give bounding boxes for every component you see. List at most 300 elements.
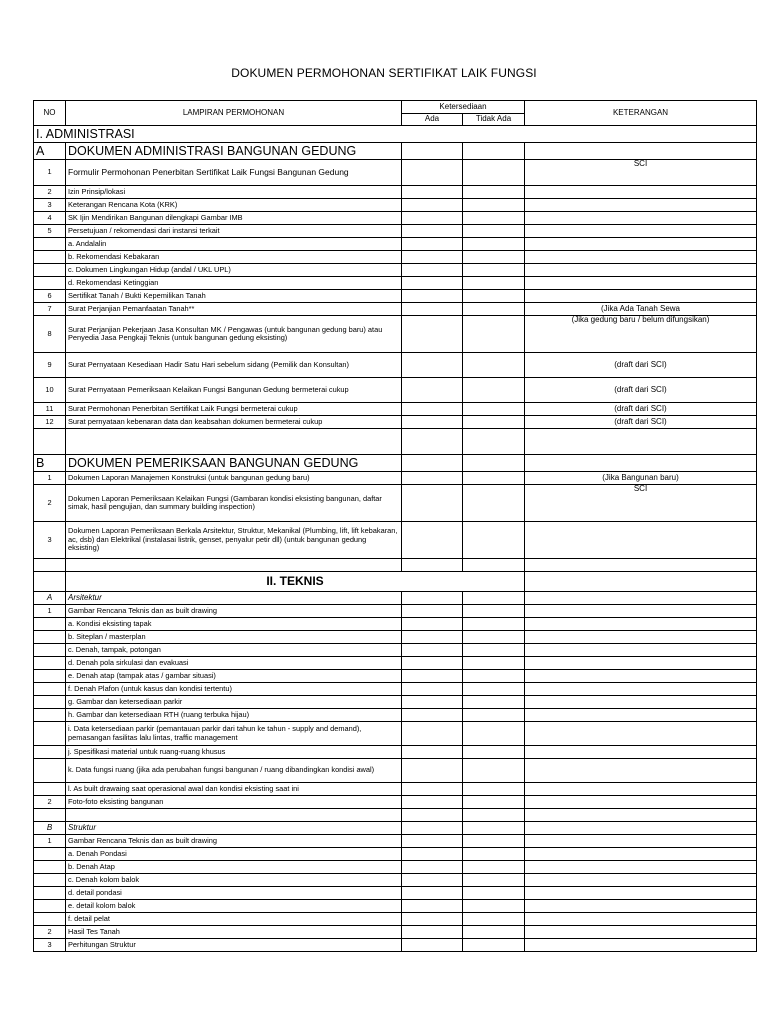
item-number [34, 644, 66, 657]
keterangan-cell: SCI [525, 485, 757, 522]
ada-cell [402, 403, 463, 416]
keterangan-cell [525, 796, 757, 809]
tidak-ada-cell [463, 683, 525, 696]
ada-cell [402, 605, 463, 618]
keterangan-cell [525, 251, 757, 264]
item-number [34, 874, 66, 887]
item-description: Gambar Rencana Teknis dan as built drawing [66, 605, 402, 618]
item-number [34, 670, 66, 683]
keterangan-cell [525, 186, 757, 199]
table-row [34, 759, 757, 783]
item-description: a. Andalalin [66, 238, 402, 251]
keterangan-cell [525, 900, 757, 913]
tidak-ada-cell [463, 212, 525, 225]
table-row [34, 277, 757, 290]
table-row [34, 592, 757, 605]
group-letter: B [34, 455, 66, 472]
table-row [34, 913, 757, 926]
table-body [34, 126, 757, 952]
item-number: 8 [34, 316, 66, 353]
item-number [34, 264, 66, 277]
tidak-ada-cell [463, 277, 525, 290]
table-row [34, 225, 757, 238]
tidak-ada-cell [463, 186, 525, 199]
keterangan-cell [525, 783, 757, 796]
keterangan-cell [525, 939, 757, 952]
ada-cell [402, 353, 463, 378]
table-row [34, 572, 757, 592]
table-row [34, 618, 757, 631]
tidak-ada-cell [463, 378, 525, 403]
item-description: g. Gambar dan ketersediaan parkir [66, 696, 402, 709]
tidak-ada-cell [463, 848, 525, 861]
table-row [34, 644, 757, 657]
item-description: l. As built drawaing saat operasional awal dan kondisi eksisting saat ini [66, 783, 402, 796]
item-description: a. Kondisi eksisting tapak [66, 618, 402, 631]
item-number: 1 [34, 160, 66, 186]
tidak-ada-cell [463, 403, 525, 416]
table-row [34, 848, 757, 861]
group-letter: A [34, 143, 66, 160]
ada-cell [402, 264, 463, 277]
item-description: h. Gambar dan ketersediaan RTH (ruang terbuka hijau) [66, 709, 402, 722]
table-row [34, 455, 757, 472]
tidak-ada-cell [463, 887, 525, 900]
table-row [34, 696, 757, 709]
ada-cell [402, 939, 463, 952]
lampiran-cell [66, 429, 402, 455]
table-row [34, 212, 757, 225]
tidak-ada-cell [463, 316, 525, 353]
table-row [34, 722, 757, 746]
tidak-ada-cell [463, 657, 525, 670]
document-title: DOKUMEN PERMOHONAN SERTIFIKAT LAIK FUNGSI [231, 66, 537, 80]
keterangan-cell [525, 683, 757, 696]
keterangan-cell: SCI [525, 160, 757, 186]
ada-cell [402, 848, 463, 861]
keterangan-cell [525, 709, 757, 722]
header-no: NO [34, 101, 66, 126]
keterangan-cell [525, 809, 757, 822]
ada-cell [402, 926, 463, 939]
table-row [34, 559, 757, 572]
table-row [34, 709, 757, 722]
tidak-ada-cell [463, 160, 525, 186]
sub-title: Arsitektur [66, 592, 402, 605]
keterangan-cell [525, 722, 757, 746]
item-number: 11 [34, 403, 66, 416]
ada-cell [402, 277, 463, 290]
item-number [34, 696, 66, 709]
item-number [34, 759, 66, 783]
table-row [34, 251, 757, 264]
item-number: 2 [34, 926, 66, 939]
keterangan-cell [525, 592, 757, 605]
ada-cell [402, 722, 463, 746]
item-description: d. Rekomendasi Ketinggian [66, 277, 402, 290]
tidak-ada-cell [463, 822, 525, 835]
item-description: e. Denah atap (tampak atas / gambar situasi) [66, 670, 402, 683]
keterangan-cell [525, 874, 757, 887]
table-row [34, 429, 757, 455]
item-number: 1 [34, 605, 66, 618]
tidak-ada-cell [463, 416, 525, 429]
header-ada: Ada [402, 114, 463, 126]
keterangan-cell [525, 759, 757, 783]
item-description: Hasil Tes Tanah [66, 926, 402, 939]
tidak-ada-cell [463, 644, 525, 657]
lampiran-cell [66, 559, 402, 572]
item-number: 2 [34, 186, 66, 199]
table-row [34, 199, 757, 212]
table-row [34, 887, 757, 900]
item-number [34, 913, 66, 926]
item-number [34, 618, 66, 631]
group-title: DOKUMEN PEMERIKSAAN BANGUNAN GEDUNG [66, 455, 402, 472]
table-row [34, 809, 757, 822]
keterangan-cell: (draft dari SCI) [525, 416, 757, 429]
header-tidak-ada: Tidak Ada [463, 114, 525, 126]
keterangan-cell [525, 605, 757, 618]
ada-cell [402, 796, 463, 809]
keterangan-cell [525, 225, 757, 238]
table-row [34, 926, 757, 939]
keterangan-cell [525, 848, 757, 861]
item-description: f. Denah Plafon (untuk kasus dan kondisi tertentu) [66, 683, 402, 696]
keterangan-cell [525, 913, 757, 926]
tidak-ada-cell [463, 926, 525, 939]
ada-cell [402, 251, 463, 264]
ada-cell [402, 290, 463, 303]
tidak-ada-cell [463, 592, 525, 605]
tidak-ada-cell [463, 746, 525, 759]
keterangan-cell [525, 746, 757, 759]
keterangan-cell [525, 212, 757, 225]
ada-cell [402, 887, 463, 900]
table-row [34, 186, 757, 199]
item-description: a. Denah Pondasi [66, 848, 402, 861]
tidak-ada-cell [463, 670, 525, 683]
ada-cell [402, 759, 463, 783]
table-row [34, 631, 757, 644]
keterangan-cell [525, 618, 757, 631]
keterangan-cell [525, 143, 757, 160]
ada-cell [402, 303, 463, 316]
tidak-ada-cell [463, 835, 525, 848]
table-row [34, 822, 757, 835]
tidak-ada-cell [463, 303, 525, 316]
item-description: Surat Perjanjian Pekerjaan Jasa Konsultan MK / Pengawas (untuk bangunan gedung baru) atau Penyedia Jasa Pengkaji Teknis (untuk bangunan gedung eksisting) [66, 316, 402, 353]
tidak-ada-cell [463, 353, 525, 378]
keterangan-cell: (draft dari SCI) [525, 403, 757, 416]
table-row [34, 522, 757, 559]
keterangan-cell [525, 455, 757, 472]
item-number: 1 [34, 835, 66, 848]
keterangan-cell [525, 572, 757, 592]
keterangan-cell: (Jika Ada Tanah Sewa [525, 303, 757, 316]
keterangan-cell [525, 238, 757, 251]
no-cell [34, 559, 66, 572]
tidak-ada-cell [463, 429, 525, 455]
table-row [34, 657, 757, 670]
ada-cell [402, 631, 463, 644]
table-row [34, 126, 757, 143]
item-number [34, 848, 66, 861]
item-number [34, 683, 66, 696]
table-row [34, 316, 757, 353]
keterangan-cell [525, 199, 757, 212]
table-row [34, 485, 757, 522]
item-description: Surat Perjanjian Pemanfaatan Tanah** [66, 303, 402, 316]
tidak-ada-cell [463, 472, 525, 485]
ada-cell [402, 900, 463, 913]
keterangan-cell [525, 429, 757, 455]
item-description: Persetujuan / rekomendasi dari instansi terkait [66, 225, 402, 238]
item-description: Izin Prinsip/lokasi [66, 186, 402, 199]
item-number: 6 [34, 290, 66, 303]
ada-cell [402, 160, 463, 186]
tidak-ada-cell [463, 696, 525, 709]
ada-cell [402, 472, 463, 485]
item-description: Perhitungan Struktur [66, 939, 402, 952]
table-row [34, 378, 757, 403]
tidak-ada-cell [463, 709, 525, 722]
table-row [34, 290, 757, 303]
ada-cell [402, 238, 463, 251]
tidak-ada-cell [463, 939, 525, 952]
item-number: 5 [34, 225, 66, 238]
tidak-ada-cell [463, 290, 525, 303]
ada-cell [402, 225, 463, 238]
table-row [34, 264, 757, 277]
item-number [34, 277, 66, 290]
item-description: j. Spesifikasi material untuk ruang-ruang khusus [66, 746, 402, 759]
tidak-ada-cell [463, 796, 525, 809]
tidak-ada-cell [463, 251, 525, 264]
keterangan-cell [525, 522, 757, 559]
item-number [34, 631, 66, 644]
lampiran-cell [66, 809, 402, 822]
item-number: 2 [34, 485, 66, 522]
tidak-ada-cell [463, 783, 525, 796]
tidak-ada-cell [463, 913, 525, 926]
tidak-ada-cell [463, 143, 525, 160]
table-row [34, 900, 757, 913]
item-description: Dokumen Laporan Pemeriksaan Berkala Arsitektur, Struktur, Mekanikal (Plumbing, lift, lift kebakaran, ac, dsb) dan Elektrikal (instalasai listrik, genset, penyalur petir dll) (untuk bangunan gedung eksisting) [66, 522, 402, 559]
ada-cell [402, 835, 463, 848]
tidak-ada-cell [463, 809, 525, 822]
item-number: 4 [34, 212, 66, 225]
item-number [34, 251, 66, 264]
no-cell [34, 572, 66, 592]
item-description: c. Denah kolom balok [66, 874, 402, 887]
item-number [34, 657, 66, 670]
table-row [34, 303, 757, 316]
ada-cell [402, 657, 463, 670]
ada-cell [402, 592, 463, 605]
keterangan-cell [525, 670, 757, 683]
table-row [34, 160, 757, 186]
keterangan-cell [525, 657, 757, 670]
tidak-ada-cell [463, 225, 525, 238]
tidak-ada-cell [463, 861, 525, 874]
table-row [34, 683, 757, 696]
tidak-ada-cell [463, 900, 525, 913]
item-description: Foto-foto eksisting bangunan [66, 796, 402, 809]
table-row [34, 861, 757, 874]
ada-cell [402, 746, 463, 759]
keterangan-cell [525, 822, 757, 835]
tidak-ada-cell [463, 618, 525, 631]
item-number [34, 861, 66, 874]
table-row [34, 746, 757, 759]
ada-cell [402, 378, 463, 403]
item-description: Keterangan Rencana Kota (KRK) [66, 199, 402, 212]
ada-cell [402, 186, 463, 199]
item-description: Formulir Permohonan Penerbitan Sertifikat Laik Fungsi Bangunan Gedung [66, 160, 402, 186]
ada-cell [402, 618, 463, 631]
item-description: f. detail pelat [66, 913, 402, 926]
tidak-ada-cell [463, 631, 525, 644]
section-heading: I. ADMINISTRASI [34, 126, 757, 143]
table-row [34, 605, 757, 618]
item-number [34, 900, 66, 913]
sub-letter: B [34, 822, 66, 835]
table-row [34, 835, 757, 848]
item-number: 10 [34, 378, 66, 403]
item-description: d. Denah pola sirkulasi dan evakuasi [66, 657, 402, 670]
keterangan-cell [525, 631, 757, 644]
item-number: 3 [34, 199, 66, 212]
header-lampiran: LAMPIRAN PERMOHONAN [66, 101, 402, 126]
table-row [34, 353, 757, 378]
keterangan-cell [525, 290, 757, 303]
item-description: b. Siteplan / masterplan [66, 631, 402, 644]
tidak-ada-cell [463, 605, 525, 618]
item-description: Surat Pernyataan Kesediaan Hadir Satu Hari sebelum sidang (Pemilik dan Konsultan) [66, 353, 402, 378]
item-number: 3 [34, 522, 66, 559]
table-row [34, 796, 757, 809]
keterangan-cell [525, 887, 757, 900]
item-number: 3 [34, 939, 66, 952]
ada-cell [402, 416, 463, 429]
item-number: 9 [34, 353, 66, 378]
keterangan-cell [525, 861, 757, 874]
table-row [34, 403, 757, 416]
item-description: Dokumen Laporan Pemeriksaan Kelaikan Fungsi (Gambaran kondisi eksisting bangunan, daftar simak, hasil pengujian, dan summary building inspection) [66, 485, 402, 522]
item-description: Dokumen Laporan Manajemen Konstruksi (untuk bangunan gedung baru) [66, 472, 402, 485]
table-row [34, 670, 757, 683]
tidak-ada-cell [463, 485, 525, 522]
item-description: Surat pernyataan kebenaran data dan keabsahan dokumen bermeterai cukup [66, 416, 402, 429]
item-number: 12 [34, 416, 66, 429]
section-heading: II. TEKNIS [66, 572, 525, 592]
ada-cell [402, 455, 463, 472]
no-cell [34, 429, 66, 455]
tidak-ada-cell [463, 559, 525, 572]
table-row [34, 472, 757, 485]
item-number: 7 [34, 303, 66, 316]
tidak-ada-cell [463, 199, 525, 212]
sub-title: Struktur [66, 822, 402, 835]
item-description: e. detail kolom balok [66, 900, 402, 913]
ada-cell [402, 429, 463, 455]
keterangan-cell [525, 926, 757, 939]
ada-cell [402, 683, 463, 696]
ada-cell [402, 874, 463, 887]
item-description: Surat Permohonan Penerbitan Sertifikat Laik Fungsi bermeterai cukup [66, 403, 402, 416]
keterangan-cell [525, 264, 757, 277]
ada-cell [402, 485, 463, 522]
keterangan-cell [525, 696, 757, 709]
tidak-ada-cell [463, 722, 525, 746]
table-row [34, 874, 757, 887]
sub-letter: A [34, 592, 66, 605]
table-row [34, 416, 757, 429]
item-description: Surat Pernyataan Pemeriksaan Kelaikan Fungsi Bangunan Gedung bermeterai cukup [66, 378, 402, 403]
ada-cell [402, 783, 463, 796]
tidak-ada-cell [463, 874, 525, 887]
ada-cell [402, 212, 463, 225]
ada-cell [402, 644, 463, 657]
ada-cell [402, 559, 463, 572]
item-number [34, 887, 66, 900]
keterangan-cell [525, 835, 757, 848]
tidak-ada-cell [463, 455, 525, 472]
table-row [34, 143, 757, 160]
item-number [34, 783, 66, 796]
keterangan-cell: (Jika gedung baru / belum difungsikan) [525, 316, 757, 353]
header-ketersediaan: Ketersediaan [402, 101, 525, 114]
tidak-ada-cell [463, 759, 525, 783]
ada-cell [402, 696, 463, 709]
item-number [34, 238, 66, 251]
keterangan-cell: (draft dari SCI) [525, 378, 757, 403]
keterangan-cell [525, 644, 757, 657]
ada-cell [402, 670, 463, 683]
item-description: i. Data ketersediaan parkir (pemantauan parkir dari tahun ke tahun - supply and demand), pemasangan fasilitas lalu lintas, traffic management [66, 722, 402, 746]
group-title: DOKUMEN ADMINISTRASI BANGUNAN GEDUNG [66, 143, 402, 160]
item-description: Gambar Rencana Teknis dan as built drawing [66, 835, 402, 848]
item-description: b. Denah Atap [66, 861, 402, 874]
requirements-table [33, 100, 757, 952]
item-number [34, 746, 66, 759]
item-description: c. Dokumen Lingkungan Hidup (andal / UKL UPL) [66, 264, 402, 277]
item-description: Sertifikat Tanah / Bukti Kepemilikan Tanah [66, 290, 402, 303]
keterangan-cell: (Jika Bangunan baru) [525, 472, 757, 485]
keterangan-cell: (draft dari SCI) [525, 353, 757, 378]
item-description: c. Denah, tampak, potongan [66, 644, 402, 657]
table-row [34, 783, 757, 796]
ada-cell [402, 522, 463, 559]
no-cell [34, 809, 66, 822]
ada-cell [402, 199, 463, 212]
item-number [34, 709, 66, 722]
tidak-ada-cell [463, 522, 525, 559]
tidak-ada-cell [463, 264, 525, 277]
ada-cell [402, 709, 463, 722]
ada-cell [402, 316, 463, 353]
item-description: b. Rekomendasi Kebakaran [66, 251, 402, 264]
item-number: 1 [34, 472, 66, 485]
item-number: 2 [34, 796, 66, 809]
header-keterangan: KETERANGAN [525, 101, 757, 126]
ada-cell [402, 913, 463, 926]
item-description: SK Ijin Mendirikan Bangunan dilengkapi Gambar IMB [66, 212, 402, 225]
item-number [34, 722, 66, 746]
table-row [34, 939, 757, 952]
keterangan-cell [525, 559, 757, 572]
